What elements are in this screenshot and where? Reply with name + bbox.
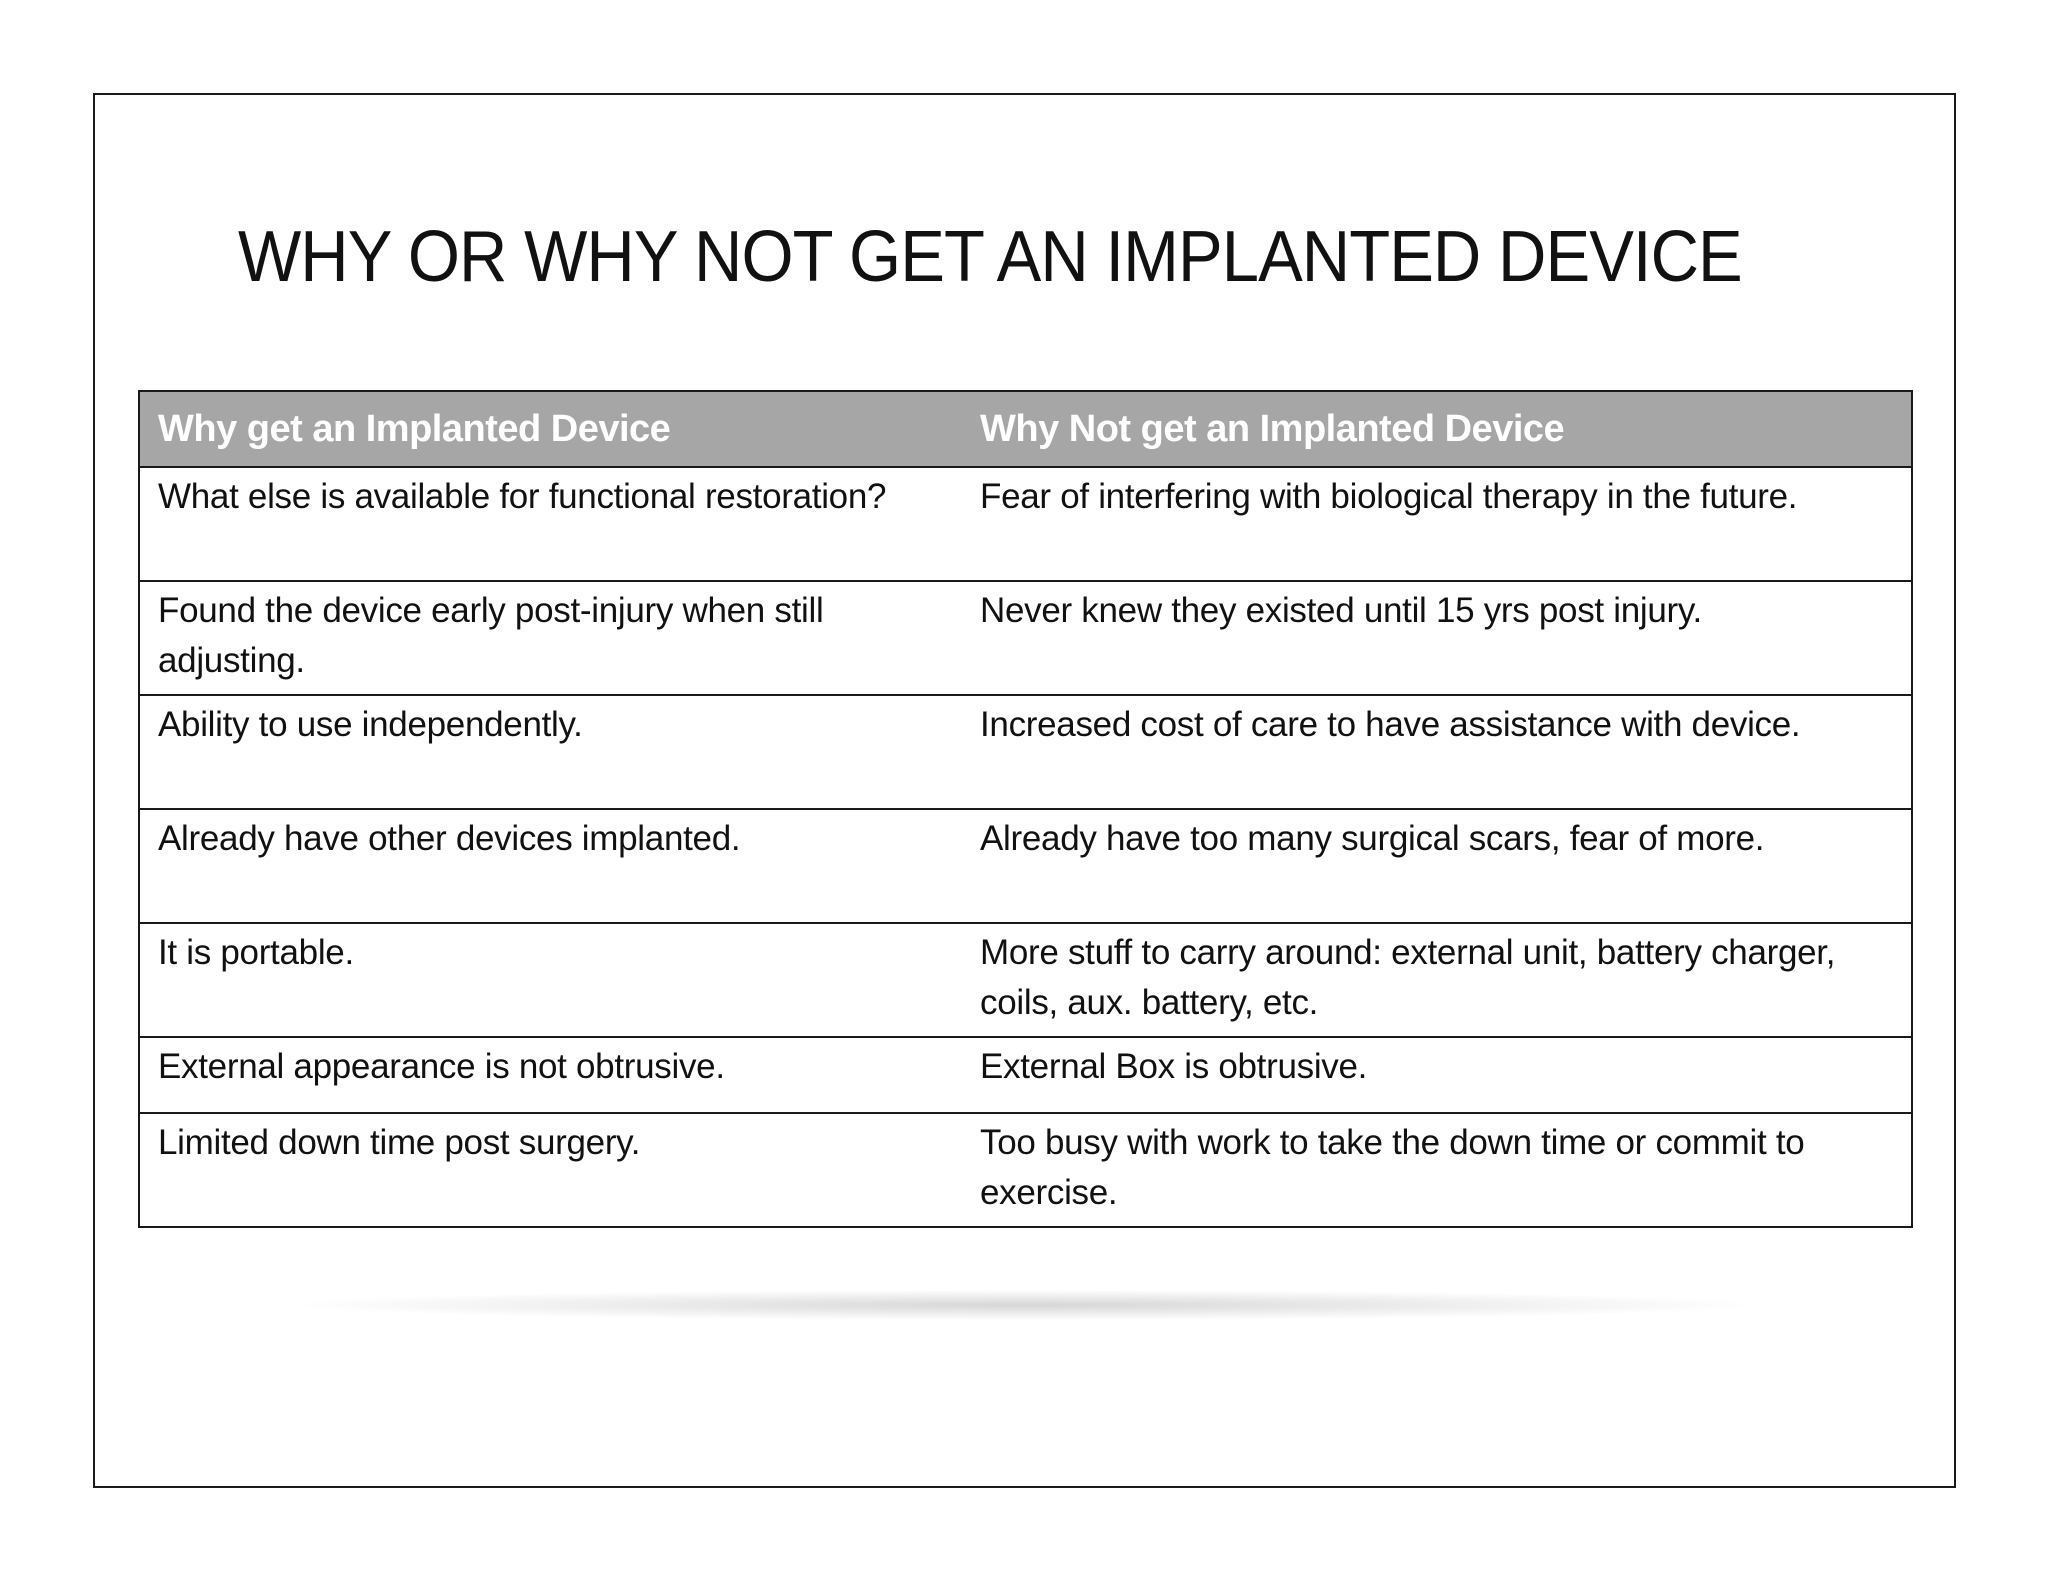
why-cell: It is portable. [139,923,962,1037]
why-cell: Already have other devices implanted. [139,809,962,923]
why-not-cell: Never knew they existed until 15 yrs post injury. [962,581,1912,695]
why-cell: External appearance is not obtrusive. [139,1037,962,1113]
why-cell: Limited down time post surgery. [139,1113,962,1227]
header-why: Why get an Implanted Device [139,391,962,467]
slide-title: WHY OR WHY NOT GET AN IMPLANTED DEVICE [238,217,1742,297]
table-row [139,581,1912,695]
why-not-cell: External Box is obtrusive. [962,1037,1912,1113]
why-cell: Found the device early post-injury when still adjusting. [139,581,962,695]
why-not-cell: Fear of interfering with biological therapy in the future. [962,467,1912,581]
decorative-shadow [300,1290,1750,1320]
why-not-cell: Already have too many surgical scars, fear of more. [962,809,1912,923]
why-not-cell: Increased cost of care to have assistance with device. [962,695,1912,809]
comparison-table [138,390,1913,1228]
why-cell: Ability to use independently. [139,695,962,809]
table-row [139,809,1912,923]
table-row [139,1113,1912,1227]
why-not-cell: More stuff to carry around: external unit, battery charger, coils, aux. battery, etc. [962,923,1912,1037]
table-row [139,467,1912,581]
why-cell: What else is available for functional restoration? [139,467,962,581]
table-header-row [139,391,1912,467]
table-row [139,695,1912,809]
table-row [139,923,1912,1037]
header-why-not: Why Not get an Implanted Device [962,391,1912,467]
why-not-cell: Too busy with work to take the down time or commit to exercise. [962,1113,1912,1227]
table-row [139,1037,1912,1113]
